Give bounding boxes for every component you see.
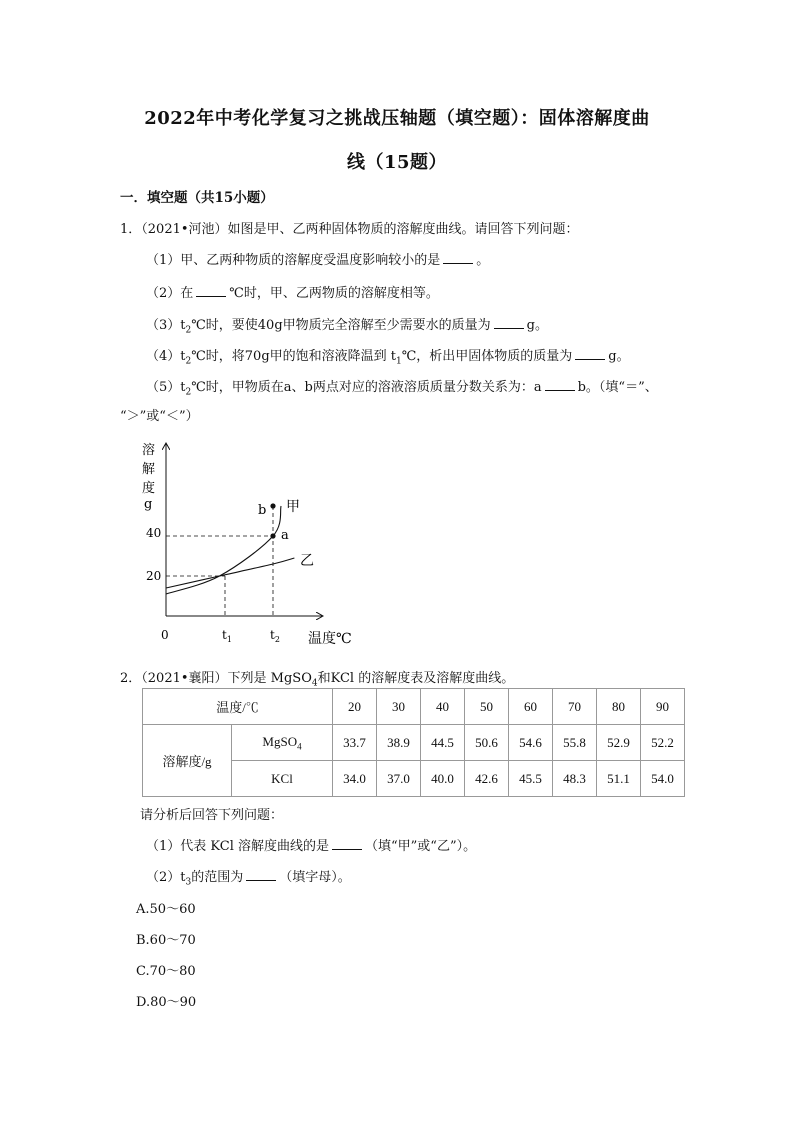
q1-part2-text-a: （2）在 xyxy=(146,286,194,301)
y-label-char: 度 xyxy=(142,481,156,496)
temp-cell: 70 xyxy=(553,689,597,725)
value-cell: 38.9 xyxy=(377,725,421,761)
temp-cell: 90 xyxy=(641,689,685,725)
y-label-char: 溶 xyxy=(142,443,156,458)
subscript: 3 xyxy=(185,877,192,888)
row-group-cell: 溶解度/g xyxy=(143,725,232,797)
q2-part1-text-a: （1）代表 KCl 溶解度曲线的是 xyxy=(146,839,330,854)
q1-part4-text-c: ℃，析出甲固体物质的质量为 xyxy=(401,349,573,364)
q1-part3 xyxy=(146,314,548,336)
answer-blank[interactable] xyxy=(575,347,605,360)
point-label-a: a xyxy=(281,528,289,543)
q1-part5-text-b: ℃时，甲物质在a、b两点对应的溶液溶质质量分数关系为：a xyxy=(191,380,542,395)
q1-part4-text-d: g。 xyxy=(608,349,630,364)
q1-part1 xyxy=(146,249,489,268)
answer-blank[interactable] xyxy=(332,837,362,850)
q1-part4 xyxy=(146,345,630,367)
q1-part5-line2: “＞”或“＜”） xyxy=(120,409,199,424)
temp-cell: 40 xyxy=(421,689,465,725)
x-axis-label: 温度℃ xyxy=(308,631,352,647)
answer-blank[interactable] xyxy=(443,251,473,264)
q1-part5-text-a: （5）t xyxy=(146,380,186,395)
q2-stem-b: 和KCl 的溶解度表及溶解度曲线。 xyxy=(317,671,515,686)
q1-part5 xyxy=(146,376,658,398)
value-cell: 52.9 xyxy=(597,725,641,761)
value-cell: 33.7 xyxy=(333,725,377,761)
option-a[interactable]: A.50～60 xyxy=(136,902,196,917)
value-cell: 50.6 xyxy=(465,725,509,761)
temp-cell: 60 xyxy=(509,689,553,725)
temp-cell: 20 xyxy=(333,689,377,725)
data-point-b xyxy=(270,503,275,508)
value-cell: 54.6 xyxy=(509,725,553,761)
value-cell: 52.2 xyxy=(641,725,685,761)
y-label-char: g xyxy=(144,497,153,512)
temp-cell: 80 xyxy=(597,689,641,725)
q2-part2-text-a: （2）t xyxy=(146,870,186,885)
data-point-a xyxy=(270,533,275,538)
answer-blank[interactable] xyxy=(545,378,575,391)
table-header-cell: 温度/℃ xyxy=(143,689,333,725)
value-cell: 34.0 xyxy=(333,761,377,797)
value-cell: 55.8 xyxy=(553,725,597,761)
q2-part2 xyxy=(146,866,351,888)
y-label-char: 解 xyxy=(142,462,156,477)
q1-part2 xyxy=(146,282,439,301)
page-title-line2: 线（15题） xyxy=(346,152,448,173)
x-tick-label: 0 xyxy=(161,628,169,642)
x-tick-label: $t_2$ xyxy=(270,628,280,644)
subscript: 2 xyxy=(185,356,192,367)
x-tick-label: $t_1$ xyxy=(222,628,232,644)
value-cell: 54.0 xyxy=(641,761,685,797)
temp-cell: 50 xyxy=(465,689,509,725)
value-cell: 44.5 xyxy=(421,725,465,761)
value-cell: 37.0 xyxy=(377,761,421,797)
solubility-table xyxy=(142,688,685,797)
series-line-jia xyxy=(166,506,281,594)
q1-part2-text-b: ℃时，甲、乙两物质的溶解度相等。 xyxy=(229,286,439,301)
q1-part1-text: （1）甲、乙两种物质的溶解度受温度影响较小的是 xyxy=(146,253,441,268)
q2-stem xyxy=(120,667,514,689)
series-label-jia: 甲 xyxy=(286,499,300,515)
value-cell: 42.6 xyxy=(465,761,509,797)
q1-part4-text-b: ℃时，将70g甲的饱和溶液降温到 t xyxy=(191,349,396,364)
y-tick-label: 20 xyxy=(146,569,162,583)
q2-part2-text-c: （填字母）。 xyxy=(279,870,351,885)
answer-blank[interactable] xyxy=(246,868,276,881)
value-cell: 48.3 xyxy=(553,761,597,797)
value-cell: 51.1 xyxy=(597,761,641,797)
solubility-chart xyxy=(130,436,370,656)
subscript: 2 xyxy=(185,325,192,336)
y-tick-label: 40 xyxy=(146,526,162,540)
subscript: 1 xyxy=(396,356,402,367)
q2-stem-a: 2．（2021•襄阳）下列是 MgSO xyxy=(120,671,312,686)
option-d[interactable]: D.80～90 xyxy=(136,995,197,1010)
q2-prompt: 请分析后回答下列问题： xyxy=(140,808,284,823)
series-line-yi xyxy=(166,558,294,588)
subscript: 2 xyxy=(185,387,192,398)
section-heading: 一．填空题（共15小题） xyxy=(120,190,274,206)
table-row xyxy=(143,689,685,725)
subscript: 4 xyxy=(311,678,318,689)
substance-cell: KCl xyxy=(232,761,333,797)
substance-cell: MgSO$_4$ xyxy=(232,725,333,761)
value-cell: 40.0 xyxy=(421,761,465,797)
answer-blank[interactable] xyxy=(494,316,524,329)
q1-part3-text-b: ℃时，要使40g甲物质完全溶解至少需要水的质量为 xyxy=(191,318,491,333)
q1-stem: 1．（2021•河池）如图是甲、乙两种固体物质的溶解度曲线。请回答下列问题： xyxy=(120,222,579,237)
q1-part3-text-c: g。 xyxy=(526,318,548,333)
option-b[interactable]: B.60～70 xyxy=(136,933,196,948)
q1-part4-text-a: （4）t xyxy=(146,349,186,364)
answer-blank[interactable] xyxy=(196,284,226,297)
value-cell: 45.5 xyxy=(509,761,553,797)
series-label-yi: 乙 xyxy=(300,553,314,569)
q1-part5-text-c: b。（填“＝”、 xyxy=(577,380,658,395)
q1-part3-text-a: （3）t xyxy=(146,318,186,333)
q1-part1-end: 。 xyxy=(476,253,490,268)
table-row xyxy=(143,725,685,761)
temp-cell: 30 xyxy=(377,689,421,725)
q2-part1-text-b: （填“甲”或“乙”）。 xyxy=(365,839,477,854)
q2-part2-text-b: 的范围为 xyxy=(191,870,244,885)
q2-part1 xyxy=(146,835,476,854)
point-label-b: b xyxy=(258,503,267,518)
option-c[interactable]: C.70～80 xyxy=(136,964,196,979)
page-title: 2022年中考化学复习之挑战压轴题（填空题）：固体溶解度曲 xyxy=(144,108,650,129)
